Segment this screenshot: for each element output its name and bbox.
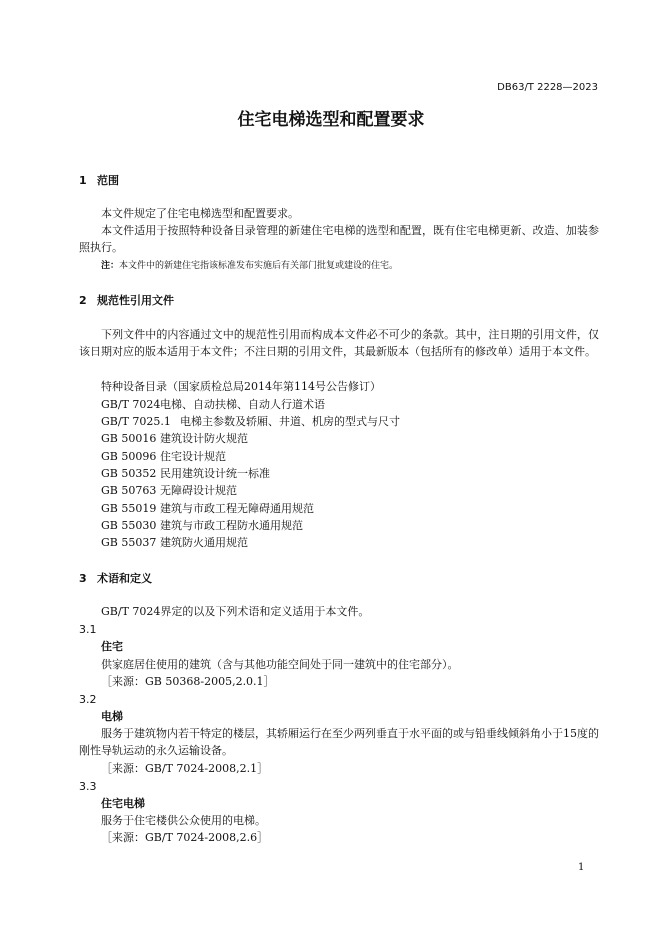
reference-code: GB 50352: [101, 467, 157, 480]
page-number: 1: [578, 862, 585, 873]
reference-title: 建筑与市政工程无障碍通用规范: [160, 502, 314, 515]
reference-title: 民用建筑设计统一标准: [160, 467, 270, 480]
section-number: 1: [79, 174, 87, 187]
term-number: 3.3: [79, 780, 97, 793]
term-source: ［来源：GB/T 7024-2008,2.6］: [101, 831, 269, 844]
section-3-heading: [79, 570, 152, 587]
section-2-heading: [79, 292, 174, 309]
term-number: 3.1: [79, 623, 97, 636]
term-name: 住宅电梯: [101, 797, 145, 810]
reference-title: 电梯、自动扶梯、自动人行道术语: [160, 398, 325, 411]
note-label: 注：: [101, 261, 120, 271]
reference-catalog: 特种设备目录（国家质检总局2014年第114号公告修订）: [101, 380, 381, 393]
section-title: 规范性引用文件: [97, 294, 174, 307]
reference-item: [101, 465, 270, 482]
section-1-heading: [79, 172, 119, 189]
term-source: ［来源：GB/T 7024-2008,2.1］: [101, 762, 269, 775]
reference-item: [101, 482, 237, 499]
reference-code: GB 50763: [101, 484, 157, 497]
reference-code: GB/T 7025.1: [101, 415, 171, 428]
scope-note: [101, 258, 398, 275]
section-number: 3: [79, 572, 87, 585]
term-name: 电梯: [101, 710, 123, 723]
reference-item: [101, 517, 303, 534]
reference-item: [101, 500, 314, 517]
reference-item: [101, 396, 325, 413]
note-text: 本文件中的新建住宅指该标准发布实施后有关部门批复或建设的住宅。: [119, 261, 399, 271]
reference-item: [101, 448, 226, 465]
reference-code: GB 55030: [101, 519, 157, 532]
term-name: 住宅: [101, 640, 123, 653]
term-definition: 服务于住宅楼供公众使用的电梯。: [101, 814, 266, 827]
reference-code: GB/T 7024: [101, 398, 161, 411]
section-title: 范围: [97, 174, 119, 187]
references-intro: 下列文件中的内容通过文中的规范性引用而构成本文件必不可少的条款。其中，注日期的引用文件，仅该日期对应的版本适用于本文件；不注日期的引用文件，其最新版本（包括所有的修改单）适用于本文件。: [79, 328, 599, 358]
section-title: 术语和定义: [97, 572, 152, 585]
term-definition: 供家庭居住使用的建筑（含与其他功能空间处于同一建筑中的住宅部分）。: [101, 658, 459, 671]
reference-code: GB 50096: [101, 450, 157, 463]
scope-paragraph-2: 本文件适用于按照特种设备目录管理的新建住宅电梯的选型和配置，既有住宅电梯更新、改造、加装参照执行。: [79, 224, 599, 254]
scope-paragraph-1: 本文件规定了住宅电梯选型和配置要求。: [101, 207, 299, 220]
reference-title: 建筑设计防火规范: [160, 432, 248, 445]
standard-code: DB63/T 2228—2023: [497, 82, 598, 93]
document-title: 住宅电梯选型和配置要求: [237, 110, 425, 130]
reference-title: 无障碍设计规范: [160, 484, 237, 497]
term-number: 3.2: [79, 693, 97, 706]
term-source: ［来源：GB 50368-2005,2.0.1］: [101, 675, 275, 688]
reference-code: GB 50016: [101, 432, 157, 445]
section-number: 2: [79, 294, 87, 307]
reference-item: [101, 534, 248, 551]
term-definition: 服务于建筑物内若干特定的楼层，其轿厢运行在至少两列垂直于水平面的或与铅垂线倾斜角小于15度的刚性导轨运动的永久运输设备。: [79, 727, 599, 757]
reference-title: 电梯主参数及轿厢、井道、机房的型式与尺寸: [180, 415, 400, 428]
reference-code: GB 55019: [101, 502, 157, 515]
reference-title: 建筑防火通用规范: [160, 536, 248, 549]
reference-title: 建筑与市政工程防水通用规范: [160, 519, 303, 532]
reference-item: [101, 430, 248, 447]
terms-intro: GB/T 7024界定的以及下列术语和定义适用于本文件。: [101, 605, 370, 618]
reference-item: [101, 413, 400, 430]
reference-code: GB 55037: [101, 536, 157, 549]
reference-title: 住宅设计规范: [160, 450, 226, 463]
